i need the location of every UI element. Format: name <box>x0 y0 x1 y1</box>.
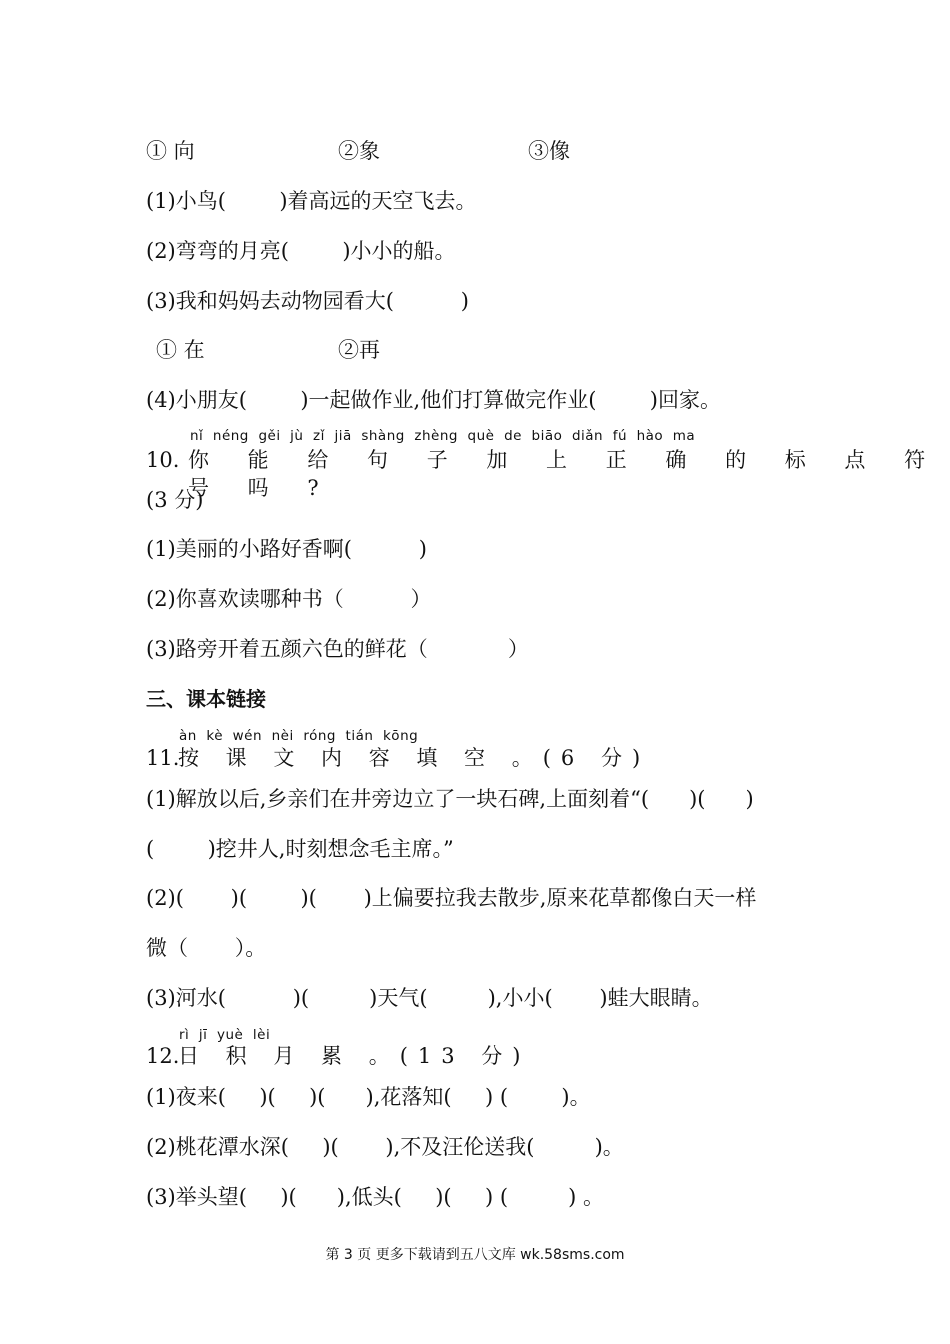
q11-line-4: 微（ ）。 <box>146 936 267 960</box>
option-xiang-elephant: ②象 <box>338 139 380 163</box>
q10-pinyin: nǐ néng gěi jù zǐ jiā shàng zhèng què de biāo diǎn fú hào ma <box>190 428 696 444</box>
option-zai-again: ②再 <box>338 338 380 362</box>
q11-prompt: 按 课 文 内 容 填 空 。(6 分) <box>178 746 651 770</box>
q10-line-1: (1)美丽的小路好香啊( ) <box>146 537 427 561</box>
q9-line-1: (1)小鸟( )着高远的天空飞去。 <box>146 189 477 213</box>
q11-line-3: (2)( )( )( )上偏要拉我去散步,原来花草都像白天一样 <box>146 886 757 910</box>
q12-line-2: (2)桃花潭水深( )( ),不及汪伦送我( )。 <box>146 1135 624 1159</box>
q9-line-2: (2)弯弯的月亮( )小小的船。 <box>146 239 456 263</box>
page-footer: 第 3 页 更多下载请到五八文库 wk.58sms.com <box>325 1247 625 1263</box>
section-title: 三、课本链接 <box>146 687 266 711</box>
q11-line-1: (1)解放以后,乡亲们在井旁边立了一块石碑,上面刻着“( )( ) <box>146 787 754 811</box>
q9-line-4: (4)小朋友( )一起做作业,他们打算做完作业( )回家。 <box>146 388 721 412</box>
q12-line-1: (1)夜来( )( )( ),花落知( ) ( )。 <box>146 1085 591 1109</box>
q10-prompt: 你 能 给 句 子 加 上 正 确 的 标 点 符 号 吗 ? <box>188 448 942 500</box>
q11-line-5: (3)河水( )( )天气( ),小小( )蛙大眼睛。 <box>146 986 713 1010</box>
q11-pinyin: àn kè wén nèi róng tián kōng <box>179 728 419 744</box>
q12-pinyin: rì jī yuè lèi <box>179 1027 271 1043</box>
option-zai-at: ① 在 <box>156 338 205 362</box>
q10-line-3: (3)路旁开着五颜六色的鲜花（ ） <box>146 637 529 661</box>
q12-prompt: 日 积 月 累 。(13 分) <box>178 1044 531 1068</box>
q12-number: 12. <box>146 1044 180 1068</box>
q12-line-3: (3)举头望( )( ),低头( )( ) ( ) 。 <box>146 1185 604 1209</box>
q10-number: 10. <box>146 448 180 472</box>
q11-number: 11. <box>146 746 180 770</box>
option-xiang-like: ③像 <box>528 139 570 163</box>
q10-score: (3 分) <box>146 488 204 512</box>
option-xiang-direction: ① 向 <box>146 139 195 163</box>
q9-line-3: (3)我和妈妈去动物园看大( ) <box>146 289 469 313</box>
q10-line-2: (2)你喜欢读哪种书（ ） <box>146 587 432 611</box>
q11-line-2: ( )挖井人,时刻想念毛主席。” <box>146 837 454 861</box>
